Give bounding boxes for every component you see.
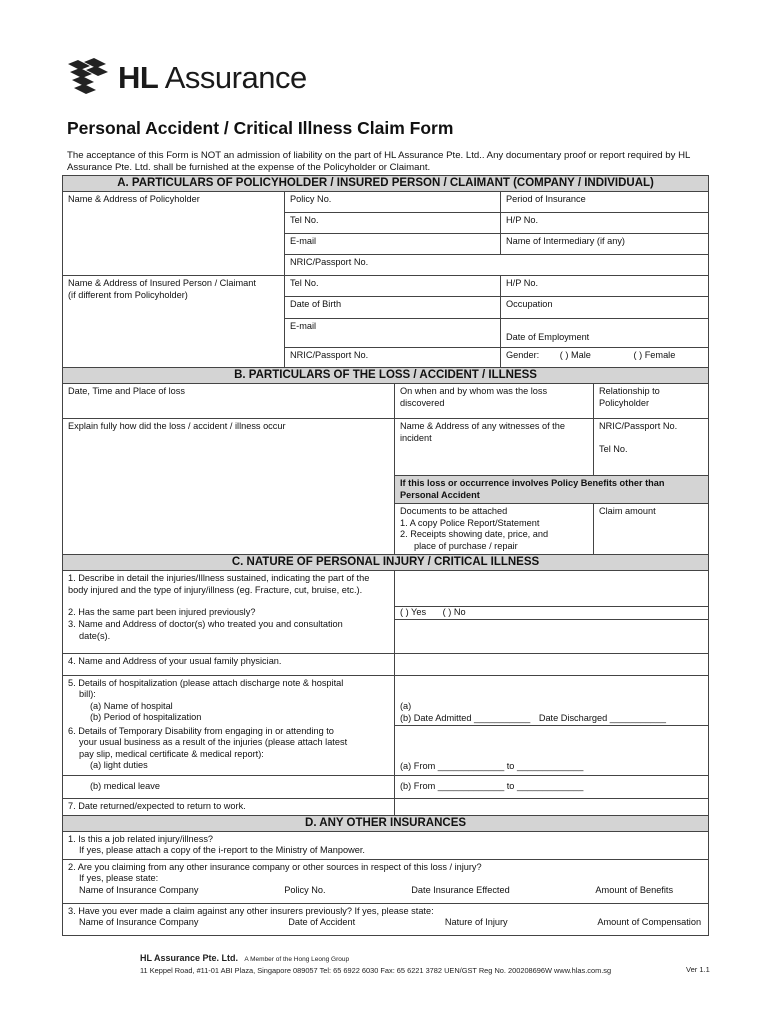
col-insurance-company: Name of Insurance Company <box>79 884 199 895</box>
col-prev-company: Name of Insurance Company <box>79 917 199 927</box>
insured-tel-field[interactable]: Tel No. <box>285 276 501 297</box>
documents-list: Documents to be attached 1. A copy Police Report/Statement 2. Receipts showing date, price, and place of purchase / repair <box>395 504 594 555</box>
insured-nric-field[interactable]: NRIC/Passport No. <box>285 348 501 368</box>
col-date-effected: Date Insurance Effected <box>411 884 510 895</box>
hospitalization-label: 5. Details of hospitalization (please attach discharge note & hospital bill): (a) Name of hospital (b) Period of hospitalization <box>63 675 395 726</box>
date-place-field[interactable]: Date, Time and Place of loss <box>63 384 395 419</box>
injury-description-field[interactable] <box>395 571 709 607</box>
footer-address: 11 Keppel Road, #11-01 ABI Plaza, Singapore 089057 Tel: 65 6922 6030 Fax: 65 6221 3782 UEN/GST Reg No. 200208696W www.hlas.com.sg <box>140 966 612 975</box>
version-label: Ver 1.1 <box>686 965 710 974</box>
hl-logo-icon <box>66 58 110 98</box>
policy-no-field[interactable]: Policy No. <box>285 192 501 213</box>
physician-label: 4. Name and Address of your usual family physician. <box>63 653 395 675</box>
explain-field[interactable]: Explain fully how did the loss / accident / illness occur <box>63 419 395 555</box>
section-a-heading: A. PARTICULARS OF POLICYHOLDER / INSURED PERSON / CLAIMANT (COMPANY / INDIVIDUAL) <box>63 176 709 192</box>
medical-leave-label: (b) medical leave <box>63 776 395 799</box>
email-field[interactable]: E-mail <box>285 234 501 255</box>
benefits-note: If this loss or occurrence involves Policy Benefits other than Personal Accident <box>395 476 709 504</box>
return-work-field[interactable] <box>395 799 709 816</box>
section-d-heading: D. ANY OTHER INSURANCES <box>63 815 709 831</box>
previous-injury-label: 2. Has the same part been injured previously? <box>63 607 395 620</box>
employment-field[interactable]: Date of Employment <box>501 319 709 348</box>
insured-hp-field[interactable]: H/P No. <box>501 276 709 297</box>
injury-description-label: 1. Describe in detail the injuries/Illness sustained, indicating the part of the body injured and the type of injury/illness (eg. Fracture, cut, bruise, etc.). <box>63 571 395 607</box>
footer-company: HL Assurance Pte. Ltd. <box>140 953 239 963</box>
disability-label: 6. Details of Temporary Disability from engaging in or attending to your usual business as a result of the injuries (please attach latest pay slip, medical certificate & medical report): (a) light duties <box>63 726 395 776</box>
intro-text: The acceptance of this Form is NOT an admission of liability on the part of HL Assurance Pte. Ltd.. Any documentary proof or report required by HL Assurance Pte. Ltd. shall be furnished at the expense of the Policyholder or Claimant. <box>67 150 691 173</box>
witness-nric-field[interactable]: NRIC/Passport No. Tel No. <box>594 419 709 476</box>
insured-name-field[interactable]: Name & Address of Insured Person / Claimant (if different from Policyholder) <box>63 276 285 368</box>
previous-claims-question: 3. Have you ever made a claim against any other insurers previously? If yes, please state: Name of Insurance Company Date of Accident Nature of Injury Amount of Compensation <box>63 903 709 935</box>
company-logo <box>66 56 307 100</box>
col-policy-no: Policy No. <box>284 884 326 895</box>
col-prev-date: Date of Accident <box>288 917 356 927</box>
doctor-field[interactable] <box>395 619 709 653</box>
return-work-label: 7. Date returned/expected to return to work. <box>63 799 395 816</box>
col-prev-amount: Amount of Compensation <box>597 917 702 927</box>
light-duties-field[interactable]: (a) From _____________ to _____________ <box>395 726 709 776</box>
section-b-heading: B. PARTICULARS OF THE LOSS / ACCIDENT / ILLNESS <box>63 368 709 384</box>
claim-form-table <box>62 175 709 936</box>
intermediary-field[interactable]: Name of Intermediary (if any) <box>501 234 709 255</box>
occupation-field[interactable]: Occupation <box>501 297 709 319</box>
medical-leave-field[interactable]: (b) From _____________ to _____________ <box>395 776 709 799</box>
gender-label: Gender: <box>506 350 540 360</box>
witnesses-field[interactable]: Name & Address of any witnesses of the incident <box>395 419 594 476</box>
tel-field[interactable]: Tel No. <box>285 213 501 234</box>
gender-male-option[interactable]: ( ) Male <box>559 350 591 360</box>
gender-female-option[interactable]: ( ) Female <box>633 350 676 360</box>
previous-injury-yes[interactable]: ( ) Yes <box>400 607 427 617</box>
col-amount-benefits: Amount of Benefits <box>595 884 674 895</box>
discovered-field[interactable]: On when and by whom was the loss discovered <box>395 384 594 419</box>
footer-member: A Member of the Hong Leong Group <box>244 956 350 963</box>
relationship-field[interactable]: Relationship to Policyholder <box>594 384 709 419</box>
previous-injury-options[interactable] <box>395 607 709 620</box>
job-related-question: 1. Is this a job related injury/illness? If yes, please attach a copy of the i-report to the Ministry of Manpower. <box>63 831 709 859</box>
section-c-heading: C. NATURE OF PERSONAL INJURY / CRITICAL ILLNESS <box>63 555 709 571</box>
previous-injury-no[interactable]: ( ) No <box>442 607 466 617</box>
nric-field[interactable]: NRIC/Passport No. <box>285 255 709 276</box>
hospitalization-field[interactable]: (a) (b) Date Admitted ___________ Date Discharged ___________ <box>395 675 709 726</box>
hp-field[interactable]: H/P No. <box>501 213 709 234</box>
policyholder-name-field[interactable]: Name & Address of Policyholder <box>63 192 285 276</box>
period-field[interactable]: Period of Insurance <box>501 192 709 213</box>
physician-field[interactable] <box>395 653 709 675</box>
claim-amount-field[interactable]: Claim amount <box>594 504 709 555</box>
logo-text: HL Assurance <box>118 60 307 95</box>
other-insurance-question: 2. Are you claiming from any other insurance company or other sources in respect of this loss / injury? If yes, please state: Name of Insurance Company Policy No. Date Insurance Effected Amount of Benefits <box>63 859 709 903</box>
doctor-label: 3. Name and Address of doctor(s) who treated you and consultation date(s). <box>63 619 395 653</box>
dob-field[interactable]: Date of Birth <box>285 297 501 319</box>
insured-email-field[interactable]: E-mail <box>285 319 501 348</box>
gender-field[interactable] <box>501 348 709 368</box>
claim-form <box>62 175 708 936</box>
footer <box>140 953 611 976</box>
form-title: Personal Accident / Critical Illness Claim Form <box>67 118 454 138</box>
col-prev-nature: Nature of Injury <box>444 917 508 927</box>
